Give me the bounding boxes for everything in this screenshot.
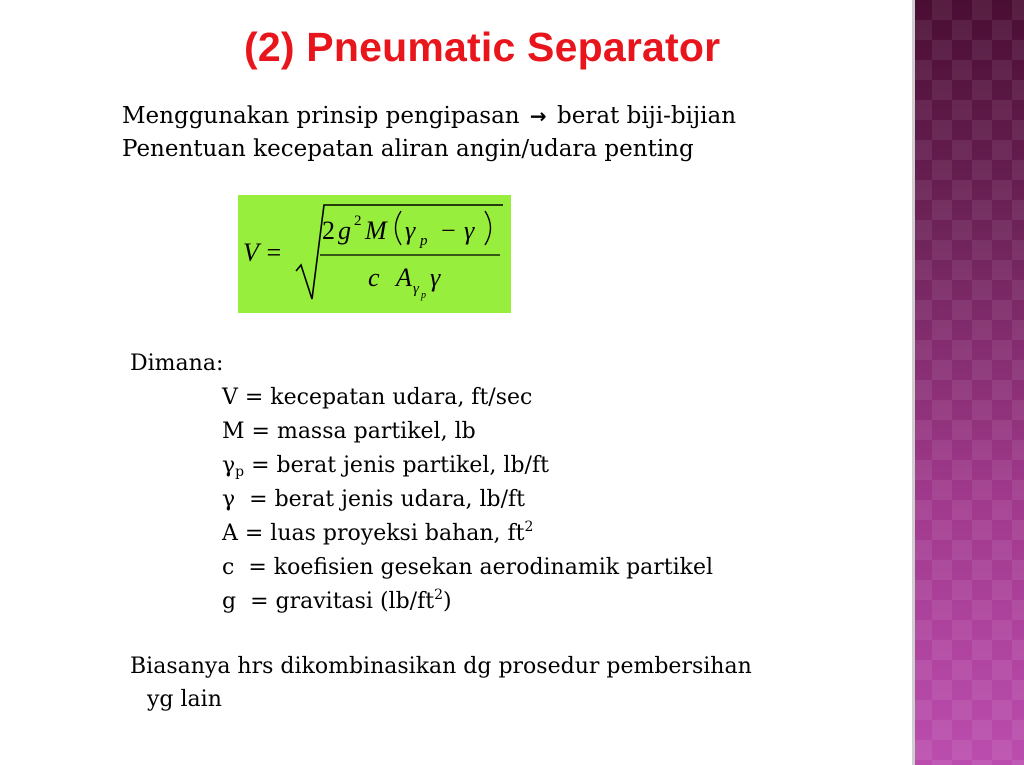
num-g: g	[338, 216, 351, 245]
def-symbol: V	[222, 385, 238, 410]
definition-item	[130, 551, 910, 585]
def-symbol: γ	[222, 453, 236, 478]
closing-line-2: yg lain	[147, 687, 222, 712]
def-symbol: A	[222, 521, 238, 546]
def-symbol: g	[222, 589, 237, 614]
intro-line-2: Penentuan kecepatan aliran angin/udara penting	[122, 136, 694, 162]
num-M: M	[365, 216, 387, 245]
velocity-formula	[238, 195, 511, 313]
closing-note	[130, 650, 920, 716]
num-gamma: γ	[405, 216, 416, 245]
definition-item	[130, 585, 910, 619]
definition-item	[130, 483, 910, 517]
definition-item	[130, 517, 910, 551]
def-text: = berat jenis udara, lb/ft	[235, 487, 525, 512]
def-text: = luas proyeksi bahan, ft	[237, 521, 525, 546]
def-text: = massa partikel, lb	[244, 419, 476, 444]
def-superscript: 2	[434, 587, 443, 603]
slide-title: (2) Pneumatic Separator	[244, 24, 721, 70]
num-coef: 2	[322, 216, 335, 245]
den-A: A	[396, 263, 412, 292]
num-exponent: 2	[354, 213, 362, 229]
intro-line-1-end: berat biji-bijian	[557, 103, 737, 129]
definition-item	[130, 381, 910, 415]
num-gamma-2: γ	[464, 216, 475, 245]
def-text: = berat jenis partikel, lb/ft	[244, 453, 549, 478]
right-arrow-icon: →	[529, 104, 547, 128]
num-gamma-sub: p	[420, 233, 428, 249]
den-sub-p: p	[421, 290, 426, 301]
def-tail: )	[442, 589, 452, 614]
def-symbol: c	[222, 555, 235, 580]
definition-item	[130, 449, 910, 483]
diamond-pattern	[912, 0, 1024, 765]
right-paren	[485, 211, 491, 245]
def-symbol: γ	[222, 487, 236, 512]
intro-text	[122, 100, 902, 166]
intro-line-1-start: Menggunakan prinsip pengipasan	[122, 103, 520, 129]
den-gamma: γ	[430, 263, 441, 292]
den-c: c	[368, 263, 380, 292]
num-minus: −	[441, 216, 456, 245]
def-symbol: M	[222, 419, 245, 444]
left-paren	[396, 211, 402, 245]
definition-item	[130, 415, 910, 449]
formula-graphic	[238, 195, 511, 313]
def-subscript: p	[235, 464, 245, 480]
intro-line-1	[122, 100, 902, 133]
decorative-side-band	[912, 0, 1024, 765]
definitions	[130, 347, 910, 619]
side-band-edge	[912, 0, 915, 765]
den-sub-gamma: γ	[413, 281, 419, 297]
definitions-heading: Dimana:	[130, 351, 224, 376]
formula-lhs: V =	[243, 238, 283, 267]
def-superscript: 2	[524, 519, 534, 535]
def-text: = kecepatan udara, ft/sec	[237, 385, 533, 410]
def-text: = gravitasi (lb/ft	[236, 589, 435, 614]
def-text: = koefisien gesekan aerodinamik partikel	[234, 555, 714, 580]
closing-line-1: Biasanya hrs dikombinasikan dg prosedur pembersihan	[130, 654, 752, 679]
